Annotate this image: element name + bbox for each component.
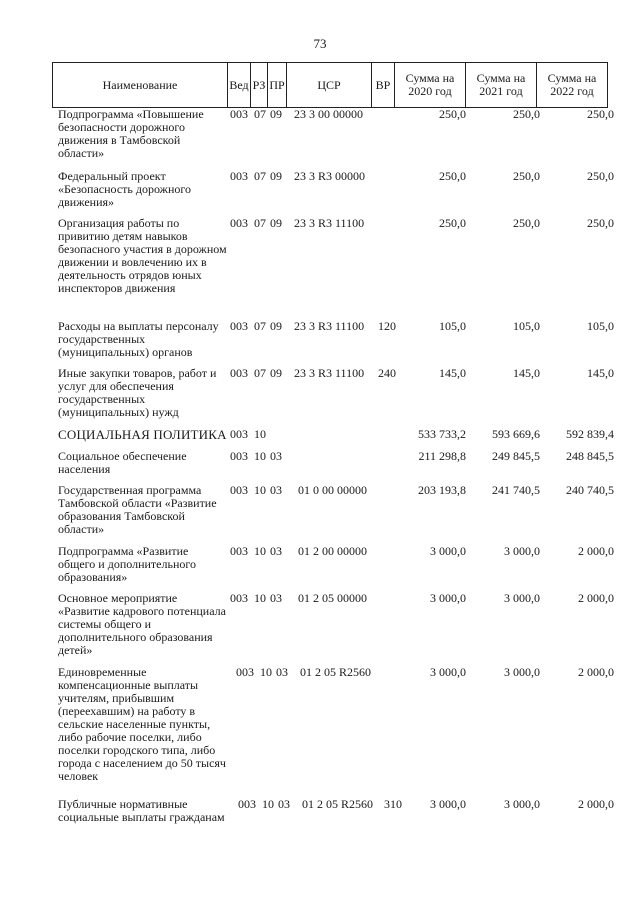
row-name: Подпрограмма «Повышение безопасности дорожного движения в Тамбовской области» [58, 107, 204, 160]
row-sum-2021: 241 740,5 [492, 483, 540, 497]
header-name: Наименование [53, 63, 228, 108]
row-pr: 09 [270, 216, 282, 230]
row-ved: 003 [230, 319, 248, 333]
row-name: Подпрограмма «Развитие общего и дополнительного образования» [58, 544, 196, 584]
row-csr: 01 0 00 00000 [298, 483, 367, 497]
row-sum-2020: 3 000,0 [430, 544, 466, 558]
row-name: Публичные нормативные социальные выплаты гражданам [58, 797, 225, 824]
header-sum-2020: Сумма на 2020 год [395, 63, 466, 108]
row-csr: 23 3 R3 11100 [294, 319, 365, 333]
header-sum-2022: Сумма на 2022 год [537, 63, 608, 108]
row-pr: 03 [270, 544, 282, 558]
row-pr: 03 [276, 665, 288, 679]
row-rz: 10 [254, 544, 266, 558]
row-sum-2021: 105,0 [513, 319, 540, 333]
row-name: Единовременные компенсационные выплаты учителям, прибывшим (переехавшим) на работу в сельские населенные пункты, либо рабочие поселки, либо поселки городского типа, либо города с населением до 50 тысяч человек [58, 665, 226, 783]
row-sum-2022: 2 000,0 [578, 797, 614, 811]
row-sum-2022: 250,0 [587, 107, 614, 121]
row-pr: 09 [270, 319, 282, 333]
row-vr: 120 [378, 319, 396, 333]
row-rz: 10 [254, 591, 266, 605]
row-name: СОЦИАЛЬНАЯ ПОЛИТИКА [58, 427, 227, 442]
row-rz: 10 [254, 427, 266, 441]
row-rz: 07 [254, 319, 266, 333]
row-csr: 23 3 R3 00000 [294, 169, 366, 183]
row-csr: 01 2 00 00000 [298, 544, 367, 558]
row-rz: 10 [262, 797, 274, 811]
row-ved: 003 [236, 665, 254, 679]
row-csr: 23 3 R3 11100 [294, 366, 365, 380]
row-sum-2020: 250,0 [439, 107, 466, 121]
header-vr: ВР [372, 63, 395, 108]
header-rz: РЗ [251, 63, 268, 108]
row-ved: 003 [230, 107, 248, 121]
row-sum-2022: 105,0 [587, 319, 614, 333]
row-sum-2022: 2 000,0 [578, 544, 614, 558]
row-sum-2020: 250,0 [439, 216, 466, 230]
row-csr: 23 3 R3 11100 [294, 216, 365, 230]
row-csr: 01 2 05 00000 [298, 591, 367, 605]
row-name: Иные закупки товаров, работ и услуг для обеспечения государственных (муниципальных) нужд [58, 366, 217, 419]
row-ved: 003 [230, 366, 248, 380]
row-pr: 09 [270, 169, 282, 183]
header-sum-2021: Сумма на 2021 год [466, 63, 537, 108]
row-sum-2021: 250,0 [513, 107, 540, 121]
row-ved: 003 [230, 544, 248, 558]
row-sum-2021: 3 000,0 [504, 797, 540, 811]
row-rz: 07 [254, 107, 266, 121]
row-sum-2020: 105,0 [439, 319, 466, 333]
row-sum-2020: 3 000,0 [430, 665, 466, 679]
row-ved: 003 [230, 483, 248, 497]
header-ved: Вед [228, 63, 251, 108]
row-sum-2020: 3 000,0 [430, 591, 466, 605]
row-ved: 003 [230, 216, 248, 230]
row-sum-2020: 250,0 [439, 169, 466, 183]
row-sum-2022: 248 845,5 [566, 449, 614, 463]
row-name: Социальное обеспечение населения [58, 449, 187, 476]
row-sum-2021: 3 000,0 [504, 665, 540, 679]
row-sum-2021: 3 000,0 [504, 591, 540, 605]
row-rz: 07 [254, 169, 266, 183]
row-rz: 10 [260, 665, 272, 679]
row-ved: 003 [230, 169, 248, 183]
table-header [52, 62, 608, 108]
row-sum-2022: 2 000,0 [578, 665, 614, 679]
row-sum-2022: 2 000,0 [578, 591, 614, 605]
row-rz: 10 [254, 449, 266, 463]
row-pr: 09 [270, 107, 282, 121]
row-rz: 10 [254, 483, 266, 497]
row-ved: 003 [230, 427, 248, 441]
row-sum-2020: 203 193,8 [418, 483, 466, 497]
row-sum-2020: 211 298,8 [418, 449, 466, 463]
row-sum-2022: 250,0 [587, 169, 614, 183]
row-sum-2021: 593 669,6 [492, 427, 540, 441]
row-rz: 07 [254, 216, 266, 230]
row-sum-2021: 249 845,5 [492, 449, 540, 463]
row-name: Расходы на выплаты персоналу государственных (муниципальных) органов [58, 319, 219, 359]
row-sum-2021: 3 000,0 [504, 544, 540, 558]
row-sum-2022: 240 740,5 [566, 483, 614, 497]
row-sum-2022: 592 839,4 [566, 427, 614, 441]
row-csr: 23 3 00 00000 [294, 107, 363, 121]
row-csr: 01 2 05 R2560 [302, 797, 374, 811]
row-csr: 01 2 05 R2560 [300, 665, 372, 679]
row-sum-2021: 145,0 [513, 366, 540, 380]
row-name: Организация работы по привитию детям навыков безопасного участия в дорожном движении и вовлечению их в деятельность отрядов юных инспекторов движения [58, 216, 227, 295]
row-sum-2020: 145,0 [439, 366, 466, 380]
row-sum-2022: 145,0 [587, 366, 614, 380]
header-pr: ПР [268, 63, 287, 108]
page-number: 73 [313, 36, 327, 51]
row-name: Основное мероприятие «Развитие кадрового потенциала системы общего и дополнительного образования детей» [58, 591, 226, 657]
row-pr: 03 [270, 591, 282, 605]
row-sum-2021: 250,0 [513, 216, 540, 230]
row-ved: 003 [230, 449, 248, 463]
row-vr: 240 [378, 366, 396, 380]
row-pr: 03 [270, 449, 282, 463]
header-csr: ЦСР [287, 63, 372, 108]
row-sum-2022: 250,0 [587, 216, 614, 230]
row-name: Федеральный проект «Безопасность дорожного движения» [58, 169, 192, 209]
row-ved: 003 [230, 591, 248, 605]
row-name: Государственная программа Тамбовской области «Развитие образования Тамбовской области» [58, 483, 217, 536]
row-pr: 03 [270, 483, 282, 497]
row-sum-2021: 250,0 [513, 169, 540, 183]
row-ved: 003 [238, 797, 256, 811]
row-sum-2020: 3 000,0 [430, 797, 466, 811]
row-pr: 03 [278, 797, 290, 811]
row-vr: 310 [384, 797, 402, 811]
row-pr: 09 [270, 366, 282, 380]
row-rz: 07 [254, 366, 266, 380]
row-sum-2020: 533 733,2 [418, 427, 466, 441]
